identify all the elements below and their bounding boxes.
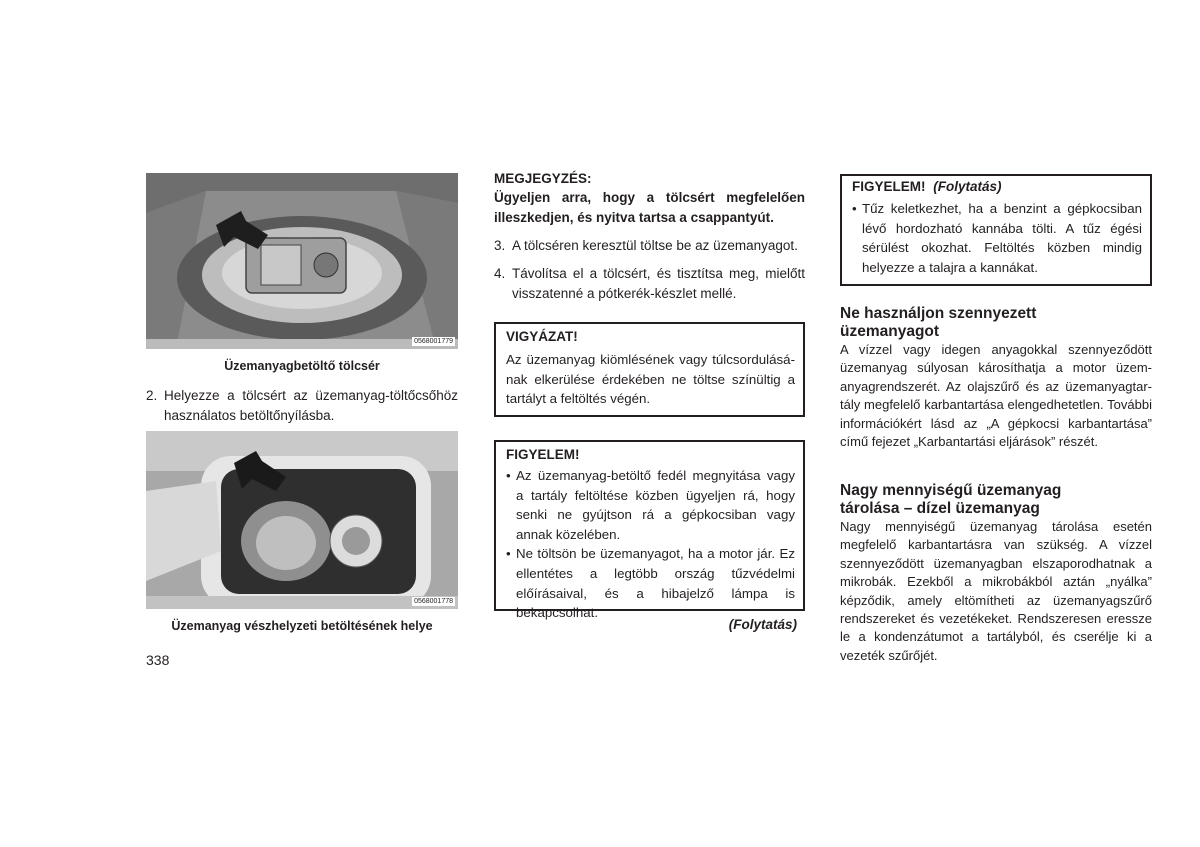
warning-bullet: • Az üzemanyag-betöltő fedél megnyitása vagy a tartály feltöltése közben ügyeljen rá, hogy senki ne gyújtson rá a gépkocsiban vagy annak közelében. bbox=[506, 466, 795, 544]
step-text: Helyezze a tölcsért az üzemanyag-töltőcsőhöz használatos betöltőnyílásba. bbox=[164, 388, 458, 423]
note-block bbox=[494, 170, 805, 227]
step-number: 4. bbox=[494, 266, 506, 281]
section-heading: tárolása – dízel üzemanyag bbox=[840, 500, 1040, 517]
fuel-door-illustration bbox=[146, 431, 458, 609]
image-code: 0568001779 bbox=[414, 338, 453, 345]
warning-continued-box bbox=[840, 174, 1152, 286]
step-3 bbox=[494, 236, 805, 256]
warning-title: FIGYELEM! bbox=[852, 179, 926, 194]
section-heading: Ne használjon szennyezett bbox=[840, 305, 1037, 322]
caution-text: Az üzemanyag kiömlésének vagy túlcsordulásának elkerülése érdekében ne töltse színültig a tartályt a feltöltés végén. bbox=[506, 352, 795, 407]
warning-continued-title bbox=[852, 178, 1142, 196]
step-text: Távolítsa el a tölcsért, és tisztítsa meg, mielőtt visszatenné a pótkerék-készlet mellé. bbox=[512, 266, 805, 301]
warning-bullet-text: Az üzemanyag-betöltő fedél megnyitása vagy a tartály feltöltése közben ügyeljen rá, hogy senki ne gyújtson rá a gépkocsiban vagy annak közelében. bbox=[516, 468, 795, 542]
image-code: 0568001778 bbox=[414, 598, 453, 605]
figure-caption-funnel: Üzemanyagbetöltő tölcsér bbox=[224, 359, 380, 373]
section-heading: üzemanyagot bbox=[840, 323, 940, 340]
figure-caption-emergency-fill: Üzemanyag vészhelyzeti betöltésének helye bbox=[171, 619, 433, 633]
note-text: Ügyeljen arra, hogy a tölcsért megfelelően illeszkedjen, és nyitva tartsa a csappantyút. bbox=[494, 190, 805, 225]
note-title: MEGJEGYZÉS: bbox=[494, 171, 592, 186]
spare-tire-illustration bbox=[146, 173, 458, 349]
section-text: Nagy mennyiségű üzemanyag tárolása esetén megfelelő karbantartásra van szükség. A vízzel szennyeződött üzemanyagban elszaporodhatnak a mikrobák. Ezekből a mikrobákból aztán „nyálka” képződik, amely eltömítheti az üzemanyagszűrő rendszereket és vezetékeket. Rendszeresen eressze le a kondenzátumot a tartályból, és cserélje ki a vezeték szűrőjét. bbox=[840, 519, 1152, 663]
section-bulk-fuel-storage bbox=[840, 482, 1152, 665]
section-contaminated-fuel bbox=[840, 305, 1152, 451]
step-number: 3. bbox=[494, 238, 506, 253]
warning-bullet-text: Tűz keletkezhet, ha a benzint a gépkocsiban lévő hordozható kannába tölti. A tűz égési sérülést okozhat. Feltöltés közben mindig helyezze a talajra a kannákat. bbox=[862, 201, 1142, 275]
warning-box bbox=[494, 440, 805, 621]
warning-bullet: • Tűz keletkezhet, ha a benzint a gépkocsiban lévő hordozható kannába tölti. A tűz égési sérülést okozhat. Feltöltés közben mindig helyezze a talajra a kannákat. bbox=[852, 199, 1142, 277]
step-number: 2. bbox=[146, 388, 158, 403]
warning-title-suffix: (Folytatás) bbox=[933, 179, 1002, 194]
page-number: 338 bbox=[146, 652, 170, 668]
step-text: A tölcséren keresztül töltse be az üzemanyagot. bbox=[512, 238, 798, 253]
warning-bullet-text: Ne töltsön be üzemanyagot, ha a motor jár. Ez ellentétes a legtöbb ország tűzvédelmi előírásaival, és a hibajelző lámpa is bekapcsolhat. bbox=[516, 546, 795, 621]
step-4 bbox=[494, 264, 805, 303]
continued-label: (Folytatás) bbox=[728, 617, 797, 632]
step-2 bbox=[146, 386, 458, 425]
emergency-fill-location-photo bbox=[146, 431, 458, 609]
caution-box bbox=[494, 322, 805, 417]
section-text: A vízzel vagy idegen anyagokkal szennyeződött üzemanyag súlyosan károsíthatja a motor üzemanyagrendszerét. Az olajszűrő és az üzemanyagtartály megfelelő karbantartása elengedhetetlen. További információkért lásd az „A gépkocsi karbantartása” című fejezet „Karbantartási eljárások” részét. bbox=[840, 342, 1152, 450]
warning-bullet: • Ne töltsön be üzemanyagot, ha a motor jár. Ez ellentétes a legtöbb ország tűzvédelmi előírásaival, és a hibajelző lámpa is bekapcsolhat. bbox=[506, 544, 795, 622]
section-heading: Nagy mennyiségű üzemanyag bbox=[840, 482, 1062, 499]
caution-title: VIGYÁZAT! bbox=[506, 329, 578, 344]
spare-tire-funnel-photo bbox=[146, 173, 458, 349]
warning-title: FIGYELEM! bbox=[506, 447, 580, 462]
